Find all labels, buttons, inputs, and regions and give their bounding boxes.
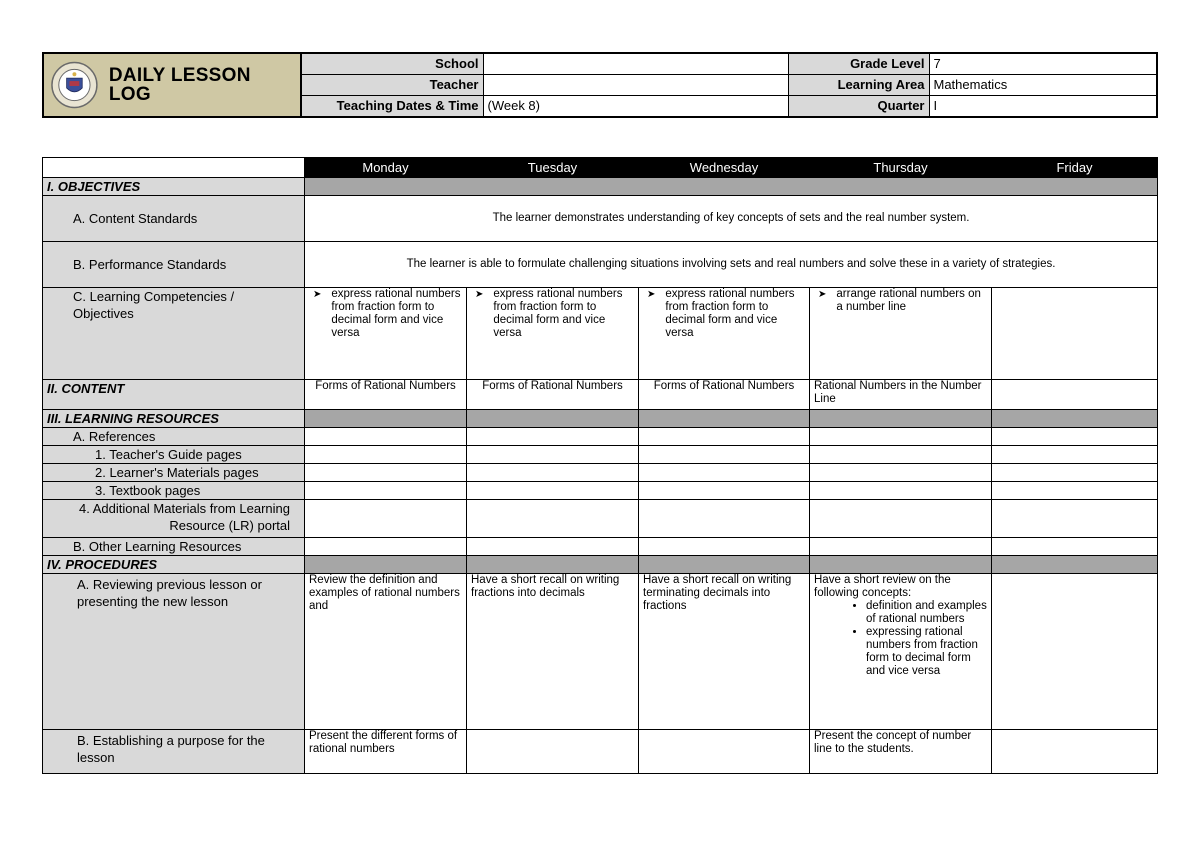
cell[interactable]	[467, 482, 639, 500]
performance-standards-label: B. Performance Standards	[43, 242, 305, 288]
cell[interactable]	[810, 446, 992, 464]
cell[interactable]	[639, 428, 810, 446]
cell[interactable]	[305, 482, 467, 500]
day-header-wednesday: Wednesday	[639, 158, 810, 178]
section-bar	[992, 556, 1158, 574]
content-wednesday[interactable]: Forms of Rational Numbers	[639, 380, 810, 410]
section-learning-resources: III. LEARNING RESOURCES	[43, 410, 305, 428]
content-tuesday[interactable]: Forms of Rational Numbers	[467, 380, 639, 410]
additional-materials-label: 4. Additional Materials from Learning Resource (LR) portal	[43, 500, 305, 538]
cell[interactable]	[810, 500, 992, 538]
content-thursday[interactable]: Rational Numbers in the Number Line	[810, 380, 992, 410]
grade-level-label: Grade Level	[788, 53, 929, 75]
cell[interactable]	[810, 482, 992, 500]
procedure-b-tuesday[interactable]	[467, 730, 639, 774]
day-header-thursday: Thursday	[810, 158, 992, 178]
teacher-label: Teacher	[301, 75, 483, 96]
competency-tuesday[interactable]	[467, 288, 639, 380]
section-bar	[467, 410, 639, 428]
cell[interactable]	[992, 464, 1158, 482]
school-label: School	[301, 53, 483, 75]
arrow-bullet-icon: ➤	[313, 289, 322, 300]
lesson-table	[42, 157, 1158, 774]
cell[interactable]	[467, 500, 639, 538]
procedure-b-friday[interactable]	[992, 730, 1158, 774]
textbook-pages-label: 3. Textbook pages	[43, 482, 305, 500]
cell[interactable]	[305, 538, 467, 556]
competency-text: express rational numbers from fraction form to decimal form and vice versa	[493, 288, 623, 339]
cell[interactable]	[467, 538, 639, 556]
teaching-dates-label: Teaching Dates & Time	[301, 96, 483, 118]
section-bar	[467, 556, 639, 574]
arrow-bullet-icon: ➤	[647, 289, 656, 300]
procedure-a-friday[interactable]	[992, 574, 1158, 730]
section-bar	[992, 410, 1158, 428]
procedure-a-label: A. Reviewing previous lesson or presenting the new lesson	[43, 574, 305, 730]
day-header-monday: Monday	[305, 158, 467, 178]
quarter-label: Quarter	[788, 96, 929, 118]
section-objectives: I. OBJECTIVES	[43, 178, 305, 196]
teaching-dates-field[interactable]: (Week 8)	[483, 96, 788, 118]
procedure-a-thursday-intro: Have a short review on the following concepts:	[814, 574, 951, 599]
competencies-label: C. Learning Competencies / Objectives	[43, 288, 305, 380]
teachers-guide-label: 1. Teacher's Guide pages	[43, 446, 305, 464]
school-field[interactable]	[483, 53, 788, 75]
list-item: • definition and examples of rational numbers	[866, 600, 987, 626]
procedure-a-wednesday[interactable]: Have a short recall on writing terminating decimals into fractions	[639, 574, 810, 730]
cell[interactable]	[467, 428, 639, 446]
learning-area-field[interactable]: Mathematics	[929, 75, 1157, 96]
cell[interactable]	[639, 500, 810, 538]
procedure-b-label: B. Establishing a purpose for the lesson	[43, 730, 305, 774]
learners-materials-label: 2. Learner's Materials pages	[43, 464, 305, 482]
cell[interactable]	[810, 428, 992, 446]
procedure-a-monday[interactable]: Review the definition and examples of rational numbers and	[305, 574, 467, 730]
cell[interactable]	[810, 464, 992, 482]
section-bar	[305, 178, 1158, 196]
content-standards-label: A. Content Standards	[43, 196, 305, 242]
procedure-a-thursday[interactable]	[810, 574, 992, 730]
section-bar	[305, 556, 467, 574]
cell[interactable]	[305, 464, 467, 482]
competency-friday[interactable]	[992, 288, 1158, 380]
day-header-friday: Friday	[992, 158, 1158, 178]
cell[interactable]	[992, 538, 1158, 556]
cell[interactable]	[639, 538, 810, 556]
quarter-field[interactable]: I	[929, 96, 1157, 118]
section-bar	[639, 410, 810, 428]
list-item: • expressing rational numbers from fraction form to decimal form and vice versa	[866, 626, 987, 678]
section-bar	[810, 556, 992, 574]
competency-thursday[interactable]	[810, 288, 992, 380]
cell[interactable]	[305, 500, 467, 538]
cell[interactable]	[992, 428, 1158, 446]
content-standards-text[interactable]: The learner demonstrates understanding of key concepts of sets and the real number system.	[305, 196, 1158, 242]
competency-wednesday[interactable]	[639, 288, 810, 380]
cell[interactable]	[639, 464, 810, 482]
logo-cell	[43, 53, 301, 117]
day-header-tuesday: Tuesday	[467, 158, 639, 178]
procedure-a-tuesday[interactable]: Have a short recall on writing fractions into decimals	[467, 574, 639, 730]
competency-text: express rational numbers from fraction form to decimal form and vice versa	[665, 288, 795, 339]
concept-list	[814, 600, 987, 678]
content-friday[interactable]	[992, 380, 1158, 410]
cell[interactable]	[467, 446, 639, 464]
cell[interactable]	[810, 538, 992, 556]
arrow-bullet-icon: ➤	[818, 289, 827, 300]
section-bar	[810, 410, 992, 428]
references-label: A. References	[43, 428, 305, 446]
corner-cell	[43, 158, 305, 178]
competency-text: arrange rational numbers on a number line	[836, 288, 981, 313]
procedure-b-wednesday[interactable]	[639, 730, 810, 774]
header-table	[42, 52, 1158, 118]
cell[interactable]	[992, 500, 1158, 538]
cell[interactable]	[639, 482, 810, 500]
page-title: DAILY LESSON LOG	[108, 65, 251, 105]
content-monday[interactable]: Forms of Rational Numbers	[305, 380, 467, 410]
cell[interactable]	[305, 428, 467, 446]
cell[interactable]	[992, 482, 1158, 500]
cell[interactable]	[467, 464, 639, 482]
arrow-bullet-icon: ➤	[475, 289, 484, 300]
cell[interactable]	[992, 446, 1158, 464]
other-resources-label: B. Other Learning Resources	[43, 538, 305, 556]
competency-text: express rational numbers from fraction form to decimal form and vice versa	[331, 288, 461, 339]
cell[interactable]	[305, 446, 467, 464]
deped-seal-icon	[50, 60, 99, 110]
content-heading: II. CONTENT	[43, 380, 305, 410]
procedure-b-thursday[interactable]: Present the concept of number line to the students.	[810, 730, 992, 774]
performance-standards-text[interactable]: The learner is able to formulate challenging situations involving sets and real numbers and solve these in a variety of strategies.	[305, 242, 1158, 288]
competency-monday[interactable]	[305, 288, 467, 380]
section-bar	[305, 410, 467, 428]
section-procedures: IV. PROCEDURES	[43, 556, 305, 574]
procedure-b-monday[interactable]: Present the different forms of rational numbers	[305, 730, 467, 774]
section-bar	[639, 556, 810, 574]
grade-level-field[interactable]: 7	[929, 53, 1157, 75]
cell[interactable]	[639, 446, 810, 464]
learning-area-label: Learning Area	[788, 75, 929, 96]
teacher-field[interactable]	[483, 75, 788, 96]
